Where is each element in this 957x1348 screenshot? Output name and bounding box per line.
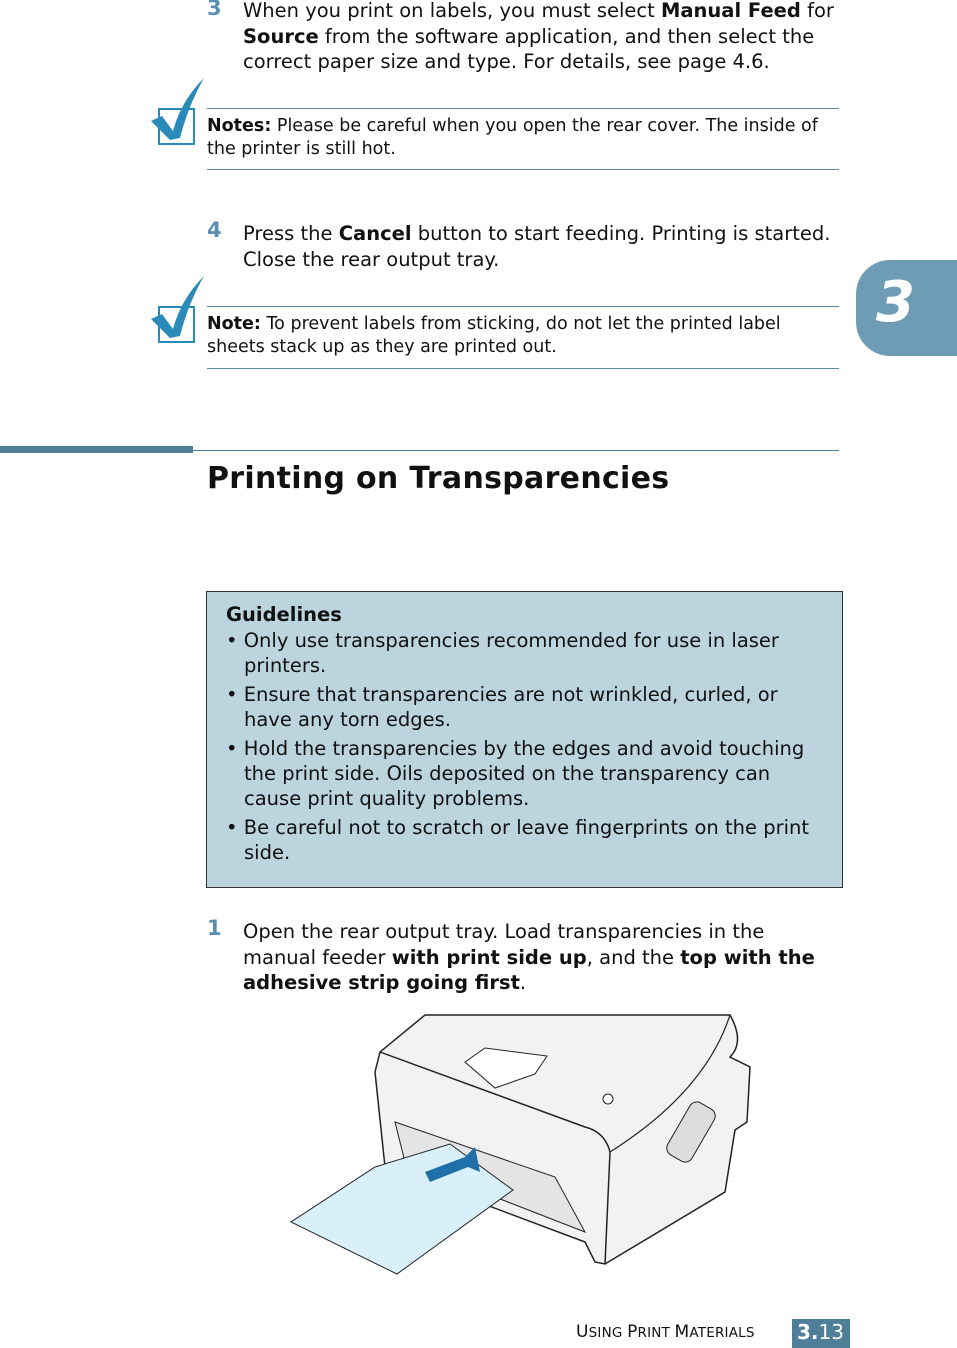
step-number: 3 xyxy=(207,0,222,20)
divider xyxy=(207,108,839,109)
guideline-item: • Only use transparencies recommended for use in laser printers. xyxy=(226,629,779,677)
guideline-item: • Hold the transparencies by the edges and avoid touching the print side. Oils deposited on the transparency can cause print quality problems. xyxy=(226,737,805,810)
step-4-text: Press the Cancel button to start feeding. Printing is started. Close the rear output tray. xyxy=(243,222,831,271)
guidelines-box xyxy=(206,591,843,888)
divider xyxy=(207,169,839,170)
note-1: Notes: Please be careful when you open the rear cover. The inside of the printer is still hot. xyxy=(207,116,818,159)
guideline-item: • Ensure that transparencies are not wrinkled, curled, or have any torn edges. xyxy=(226,683,778,731)
page-number: 3.13 xyxy=(792,1319,850,1348)
checkmark-note-icon xyxy=(148,76,206,148)
guidelines-title: Guidelines xyxy=(226,603,342,626)
divider xyxy=(207,306,839,307)
section-rule xyxy=(193,450,839,451)
running-footer: USING PRINT MATERIALS xyxy=(576,1322,755,1342)
step-1-text: Open the rear output tray. Load transparencies in the manual feeder with print side up, and the top with the adhesive strip going first. xyxy=(243,920,815,994)
checkmark-note-icon xyxy=(148,274,206,346)
section-bar xyxy=(0,446,193,453)
step-number: 4 xyxy=(207,218,222,242)
step-number: 1 xyxy=(207,916,222,940)
note-2: Note: To prevent labels from sticking, do not let the printed label sheets stack up as they are printed out. xyxy=(207,314,781,357)
chapter-tab: 3 xyxy=(856,260,957,356)
guideline-item: • Be careful not to scratch or leave fingerprints on the print side. xyxy=(226,816,810,864)
section-title: Printing on Transparencies xyxy=(207,461,670,496)
step-3-text: When you print on labels, you must select Manual Feed for Source from the software application, and then select the correct paper size and type. For details, see page 4.6. xyxy=(243,0,834,73)
divider xyxy=(207,368,839,369)
printer-illustration xyxy=(285,1012,755,1277)
